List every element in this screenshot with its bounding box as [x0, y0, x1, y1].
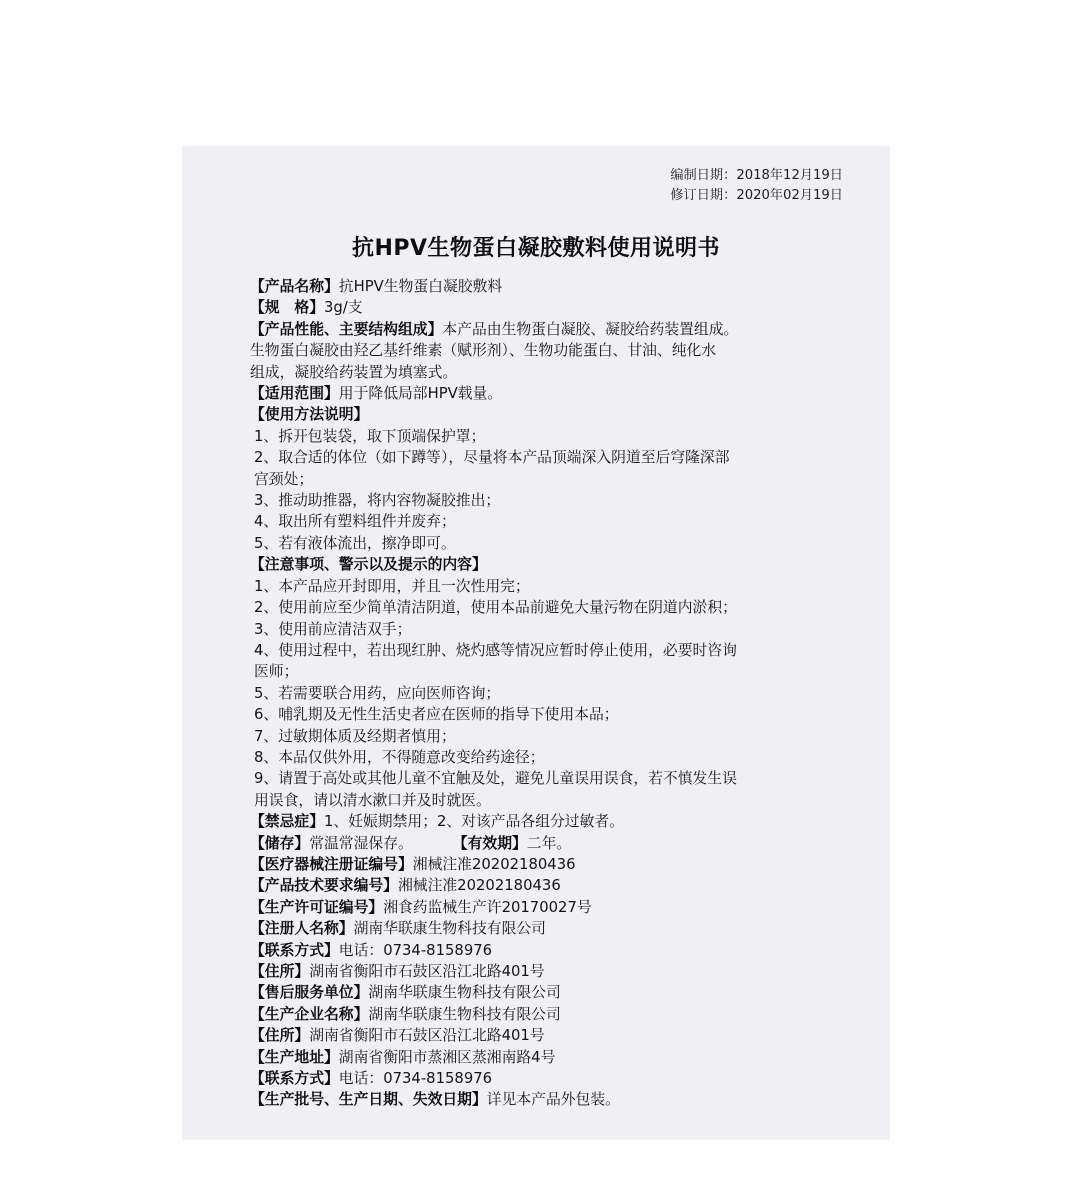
field-label: 【产品技术要求编号】 — [250, 877, 398, 895]
production-license-value: 湘食药监械生产许20170027号 — [383, 898, 592, 916]
usage-step: 2、取合适的体位（如下蹲等），尽量将本产品顶端深入阴道至后穹隆深部 — [254, 449, 730, 467]
warning-item: 8、本品仅供外用，不得随意改变给药途径； — [254, 748, 545, 766]
storage-value: 常温常湿保存。 — [309, 834, 413, 852]
instruction-sheet — [182, 146, 890, 1140]
field-label: 【产品名称】 — [250, 278, 339, 295]
document-dates — [670, 166, 843, 206]
contraindication-line — [250, 811, 840, 832]
document-title: 抗HPV生物蛋白凝胶敷料使用说明书 — [351, 236, 721, 261]
warning-item: 3、使用前应清洁双手； — [254, 620, 412, 638]
field-label: 【生产企业名称】 — [250, 1005, 369, 1023]
after-sales-value: 湖南华联康生物科技有限公司 — [368, 984, 561, 1002]
batch-info-value: 详见本产品外包装。 — [486, 1091, 620, 1109]
usage-heading: 【使用方法说明】 — [250, 406, 369, 424]
field-label: 【产品性能、主要结构组成】 — [250, 320, 443, 338]
field-label: 【医疗器械注册证编号】 — [250, 855, 413, 873]
scope-line — [250, 383, 840, 404]
warning-item: 2、使用前应至少简单清洁阴道，使用本品前避免大量污物在阴道内淤积； — [254, 599, 737, 617]
field-label: 【生产许可证编号】 — [250, 898, 384, 916]
field-label: 【联系方式】 — [250, 1070, 339, 1088]
composition-line: 组成，凝胶给药装置为填塞式。 — [250, 363, 458, 381]
warning-item: 用误食，请以清水漱口并及时就医。 — [254, 791, 491, 809]
address-value: 湖南省衡阳市石鼓区沿江北路401号 — [309, 963, 545, 980]
field-label: 【联系方式】 — [250, 941, 339, 959]
contact-line — [250, 1068, 840, 1089]
field-label: 【住所】 — [250, 963, 310, 980]
warning-item: 5、若需要联合用药，应向医师咨询； — [254, 684, 501, 702]
document-body — [250, 276, 840, 1111]
tech-requirement-value: 湘械注准20202180436 — [397, 877, 561, 895]
warning-item: 7、过敏期体质及经期者慎用； — [254, 727, 456, 745]
address-value: 湖南省衡阳市石鼓区沿江北路401号 — [309, 1027, 545, 1045]
field-label: 【规 格】 — [250, 299, 324, 317]
contraindication-value: 1、妊娠期禁用；2、对该产品各组分过敏者。 — [324, 813, 624, 831]
validity-value: 二年。 — [526, 834, 572, 852]
registrant-line — [250, 918, 840, 939]
field-label: 【有效期】 — [452, 834, 527, 852]
field-label: 【适用范围】 — [250, 385, 339, 403]
usage-steps — [250, 426, 840, 554]
compile-date-line: 编制日期：2018年12月19日 — [670, 168, 843, 183]
warning-items — [250, 576, 840, 811]
tech-requirement-line — [250, 875, 840, 896]
product-name: 抗HPV生物蛋白凝胶敷料 — [338, 278, 503, 295]
field-label: 【售后服务单位】 — [250, 984, 369, 1002]
batch-info-line — [250, 1089, 840, 1110]
contact-value: 电话：0734-8158976 — [338, 941, 493, 959]
usage-step: 5、若有液体流出，擦净即可。 — [254, 534, 456, 552]
spec-value: 3g/支 — [324, 299, 363, 317]
scope-value: 用于降低局部HPV载量。 — [338, 385, 503, 403]
spec-line — [250, 297, 840, 318]
warning-item: 医师； — [254, 663, 299, 681]
manufacturer-line — [250, 1004, 840, 1025]
composition-line — [250, 319, 840, 340]
contact-value: 电话：0734-8158976 — [338, 1070, 493, 1088]
product-name-line — [250, 276, 840, 297]
after-sales-line — [250, 982, 840, 1003]
warning-item: 6、哺乳期及无性生活史者应在医师的指导下使用本品； — [254, 706, 619, 724]
composition-line: 生物蛋白凝胶由羟乙基纤维素（赋形剂）、生物功能蛋白、甘油、纯化水 — [250, 342, 717, 360]
warning-item: 4、使用过程中，若出现红肿、烧灼感等情况应暂时停止使用，必要时咨询 — [254, 641, 737, 659]
address-line — [250, 961, 840, 982]
manufacturer-value: 湖南华联康生物科技有限公司 — [368, 1005, 561, 1023]
compile-date: 2018年12月19日 — [736, 168, 843, 183]
production-address-line — [250, 1047, 840, 1068]
warnings-heading: 【注意事项、警示以及提示的内容】 — [250, 556, 487, 574]
revise-date: 2020年02月19日 — [736, 188, 843, 203]
registration-cert-line — [250, 854, 840, 875]
registration-cert-value: 湘械注准20202180436 — [412, 855, 576, 873]
usage-step: 4、取出所有塑料组件并废弃； — [254, 513, 456, 531]
composition-text: 本产品由生物蛋白凝胶、凝胶给药装置组成。 — [442, 320, 739, 338]
field-label: 【生产地址】 — [250, 1048, 339, 1066]
contact-line — [250, 940, 840, 961]
production-license-line — [250, 897, 840, 918]
registrant-value: 湖南华联康生物科技有限公司 — [353, 920, 546, 938]
field-label: 【禁忌症】 — [250, 813, 324, 831]
field-label: 【储存】 — [250, 834, 310, 852]
warning-item: 9、请置于高处或其他儿童不宜触及处，避免儿童误用误食，若不慎发生误 — [254, 770, 737, 788]
usage-step: 1、拆开包装袋，取下顶端保护罩； — [254, 427, 486, 445]
warning-item: 1、本产品应开封即用，并且一次性用完； — [254, 577, 530, 595]
production-address-value: 湖南省衡阳市蒸湘区蒸湘南路4号 — [338, 1048, 556, 1066]
usage-step: 3、推动助推器，将内容物凝胶推出； — [254, 492, 501, 510]
storage-line — [250, 833, 840, 854]
field-label: 【住所】 — [250, 1027, 310, 1045]
field-label: 【注册人名称】 — [250, 920, 354, 938]
revise-date-line: 修订日期：2020年02月19日 — [670, 188, 843, 203]
address-line — [250, 1025, 840, 1046]
field-label: 【生产批号、生产日期、失效日期】 — [250, 1091, 487, 1109]
usage-step: 宫颈处； — [254, 470, 314, 488]
